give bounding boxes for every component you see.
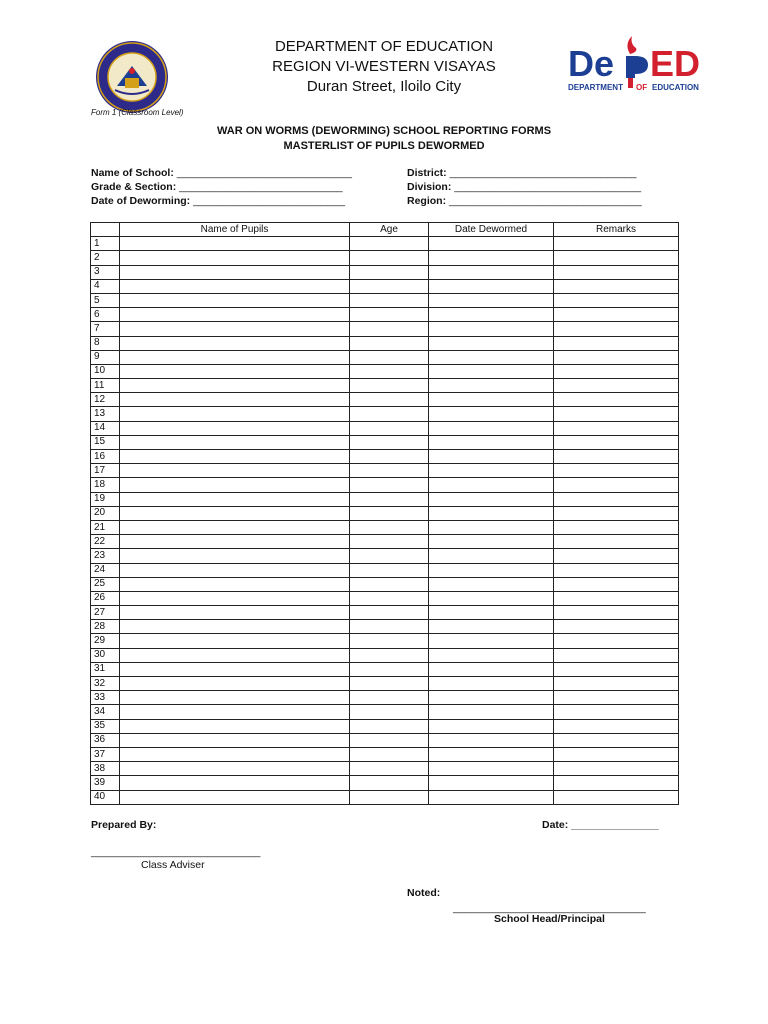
remarks-cell[interactable] — [554, 478, 679, 492]
row-number: 24 — [91, 563, 120, 577]
row-number: 9 — [91, 350, 120, 364]
prepared-by-label: Prepared By: — [91, 819, 157, 831]
table-row — [91, 421, 679, 435]
date-dewormed-cell[interactable] — [429, 279, 554, 293]
header-remarks: Remarks — [554, 223, 679, 237]
logo-tagline-of: OF — [636, 83, 648, 92]
table-row — [91, 492, 679, 506]
age-cell[interactable] — [350, 563, 429, 577]
date-dewormed-cell[interactable] — [429, 648, 554, 662]
date-dewormed-cell[interactable] — [429, 336, 554, 350]
pupil-name-cell[interactable] — [120, 606, 350, 620]
pupil-name-cell[interactable] — [120, 563, 350, 577]
row-number: 1 — [91, 237, 120, 251]
remarks-cell[interactable] — [554, 719, 679, 733]
age-cell[interactable] — [350, 379, 429, 393]
remarks-cell[interactable] — [554, 733, 679, 747]
pupil-name-cell[interactable] — [120, 407, 350, 421]
age-cell[interactable] — [350, 322, 429, 336]
age-cell[interactable] — [350, 691, 429, 705]
header-address: Duran Street, Iloilo City — [306, 78, 462, 95]
table-row — [91, 251, 679, 265]
row-number: 25 — [91, 577, 120, 591]
pupil-name-cell[interactable] — [120, 265, 350, 279]
row-number: 38 — [91, 762, 120, 776]
table-header-row — [91, 223, 679, 237]
table-row — [91, 520, 679, 534]
header-age: Age — [350, 223, 429, 237]
remarks-cell[interactable] — [554, 790, 679, 804]
pupil-name-cell[interactable] — [120, 762, 350, 776]
noted-label: Noted: — [407, 887, 441, 899]
row-number: 19 — [91, 492, 120, 506]
age-cell[interactable] — [350, 464, 429, 478]
table-row — [91, 563, 679, 577]
row-number: 18 — [91, 478, 120, 492]
row-number: 11 — [91, 379, 120, 393]
pupil-name-cell[interactable] — [120, 691, 350, 705]
row-number: 2 — [91, 251, 120, 265]
school-head-principal-label: School Head/Principal — [494, 913, 605, 925]
date-dewormed-cell[interactable] — [429, 705, 554, 719]
table-row — [91, 648, 679, 662]
row-number: 34 — [91, 705, 120, 719]
age-cell[interactable] — [350, 705, 429, 719]
grade-section-blank[interactable]: ____________________________ — [179, 181, 343, 193]
table-row — [91, 620, 679, 634]
remarks-cell[interactable] — [554, 776, 679, 790]
remarks-cell[interactable] — [554, 464, 679, 478]
date-dewormed-cell[interactable] — [429, 350, 554, 364]
table-row — [91, 719, 679, 733]
district-blank[interactable]: ________________________________ — [449, 167, 637, 179]
pupil-name-cell[interactable] — [120, 705, 350, 719]
division-field[interactable] — [407, 181, 641, 193]
table-row — [91, 535, 679, 549]
row-number: 7 — [91, 322, 120, 336]
age-cell[interactable] — [350, 790, 429, 804]
row-number: 6 — [91, 308, 120, 322]
header-name-of-pupils: Name of Pupils — [120, 223, 350, 237]
deworming-date-field[interactable] — [91, 195, 345, 207]
row-number: 13 — [91, 407, 120, 421]
row-number: 26 — [91, 591, 120, 605]
remarks-cell[interactable] — [554, 591, 679, 605]
pupil-name-cell[interactable] — [120, 492, 350, 506]
remarks-cell[interactable] — [554, 450, 679, 464]
school-name-label: Name of School: — [91, 167, 174, 179]
header-department: DEPARTMENT OF EDUCATION — [274, 38, 494, 55]
age-cell[interactable] — [350, 719, 429, 733]
pupil-name-cell[interactable] — [120, 733, 350, 747]
school-name-field[interactable] — [91, 167, 352, 179]
age-cell[interactable] — [350, 237, 429, 251]
date-dewormed-cell[interactable] — [429, 464, 554, 478]
remarks-cell[interactable] — [554, 279, 679, 293]
table-row — [91, 407, 679, 421]
remarks-cell[interactable] — [554, 563, 679, 577]
date-dewormed-cell[interactable] — [429, 237, 554, 251]
table-row — [91, 464, 679, 478]
age-cell[interactable] — [350, 776, 429, 790]
age-cell[interactable] — [350, 648, 429, 662]
table-row — [91, 677, 679, 691]
pupil-name-cell[interactable] — [120, 478, 350, 492]
age-cell[interactable] — [350, 393, 429, 407]
pupil-name-cell[interactable] — [120, 776, 350, 790]
pupil-name-cell[interactable] — [120, 535, 350, 549]
table-row — [91, 237, 679, 251]
date-field[interactable]: Date: _______________ — [542, 819, 659, 831]
age-cell[interactable] — [350, 733, 429, 747]
pupil-name-cell[interactable] — [120, 591, 350, 605]
pupil-name-cell[interactable] — [120, 308, 350, 322]
table-row — [91, 634, 679, 648]
age-cell[interactable] — [350, 265, 429, 279]
date-dewormed-cell[interactable] — [429, 634, 554, 648]
pupil-name-cell[interactable] — [120, 450, 350, 464]
pupil-name-cell[interactable] — [120, 464, 350, 478]
age-cell[interactable] — [350, 520, 429, 534]
header-date-dewormed: Date Dewormed — [429, 223, 554, 237]
remarks-cell[interactable] — [554, 634, 679, 648]
remarks-cell[interactable] — [554, 407, 679, 421]
date-dewormed-cell[interactable] — [429, 535, 554, 549]
age-cell[interactable] — [350, 421, 429, 435]
header-region: REGION VI-WESTERN VISAYAS — [272, 58, 496, 75]
date-dewormed-cell[interactable] — [429, 577, 554, 591]
grade-section-label: Grade & Section: — [91, 181, 177, 193]
age-cell[interactable] — [350, 620, 429, 634]
remarks-cell[interactable] — [554, 606, 679, 620]
row-number: 22 — [91, 535, 120, 549]
date-dewormed-cell[interactable] — [429, 308, 554, 322]
school-name-blank[interactable]: ______________________________ — [176, 167, 352, 179]
table-row — [91, 435, 679, 449]
pupil-name-cell[interactable] — [120, 421, 350, 435]
logo-tagline-right: EDUCATION — [652, 83, 699, 92]
age-cell[interactable] — [350, 435, 429, 449]
date-dewormed-cell[interactable] — [429, 620, 554, 634]
row-number: 12 — [91, 393, 120, 407]
row-number: 36 — [91, 733, 120, 747]
table-row — [91, 733, 679, 747]
table-row — [91, 776, 679, 790]
region-field[interactable] — [407, 195, 642, 207]
date-dewormed-cell[interactable] — [429, 747, 554, 761]
date-dewormed-cell[interactable] — [429, 492, 554, 506]
row-number: 20 — [91, 506, 120, 520]
date-dewormed-cell[interactable] — [429, 790, 554, 804]
pupil-name-cell[interactable] — [120, 506, 350, 520]
pupil-name-cell[interactable] — [120, 648, 350, 662]
remarks-cell[interactable] — [554, 520, 679, 534]
age-cell[interactable] — [350, 450, 429, 464]
table-row — [91, 293, 679, 307]
age-cell[interactable] — [350, 577, 429, 591]
age-cell[interactable] — [350, 364, 429, 378]
pupil-name-cell[interactable] — [120, 677, 350, 691]
remarks-cell[interactable] — [554, 705, 679, 719]
adviser-signature-line[interactable]: _____________________________ — [91, 846, 261, 858]
row-number: 15 — [91, 435, 120, 449]
age-cell[interactable] — [350, 549, 429, 563]
row-number: 40 — [91, 790, 120, 804]
age-cell[interactable] — [350, 293, 429, 307]
remarks-cell[interactable] — [554, 549, 679, 563]
date-dewormed-cell[interactable] — [429, 520, 554, 534]
remarks-cell[interactable] — [554, 435, 679, 449]
pupil-name-cell[interactable] — [120, 520, 350, 534]
table-row — [91, 350, 679, 364]
table-row — [91, 747, 679, 761]
row-number: 35 — [91, 719, 120, 733]
pupil-name-cell[interactable] — [120, 279, 350, 293]
logo-brand-left: De — [568, 43, 615, 84]
table-row — [91, 606, 679, 620]
date-dewormed-cell[interactable] — [429, 776, 554, 790]
remarks-cell[interactable] — [554, 293, 679, 307]
remarks-cell[interactable] — [554, 379, 679, 393]
form-title: WAR ON WORMS (DEWORMING) SCHOOL REPORTING FORMS — [216, 125, 552, 137]
row-number: 29 — [91, 634, 120, 648]
pupil-name-cell[interactable] — [120, 549, 350, 563]
deworming-date-blank[interactable]: __________________________ — [193, 195, 345, 207]
date-dewormed-cell[interactable] — [429, 265, 554, 279]
table-row — [91, 265, 679, 279]
table-row — [91, 577, 679, 591]
age-cell[interactable] — [350, 407, 429, 421]
age-cell[interactable] — [350, 506, 429, 520]
date-dewormed-cell[interactable] — [429, 364, 554, 378]
pupil-name-cell[interactable] — [120, 577, 350, 591]
row-number: 32 — [91, 677, 120, 691]
age-cell[interactable] — [350, 336, 429, 350]
row-number: 30 — [91, 648, 120, 662]
table-row — [91, 662, 679, 676]
form-label: Form 1 (Classroom Level) — [91, 108, 184, 117]
date-dewormed-cell[interactable] — [429, 478, 554, 492]
remarks-cell[interactable] — [554, 747, 679, 761]
row-number: 14 — [91, 421, 120, 435]
date-dewormed-cell[interactable] — [429, 662, 554, 676]
row-number: 3 — [91, 265, 120, 279]
age-cell[interactable] — [350, 747, 429, 761]
date-dewormed-cell[interactable] — [429, 549, 554, 563]
remarks-cell[interactable] — [554, 535, 679, 549]
row-number: 21 — [91, 520, 120, 534]
date-dewormed-cell[interactable] — [429, 407, 554, 421]
pupil-name-cell[interactable] — [120, 364, 350, 378]
pupil-name-cell[interactable] — [120, 350, 350, 364]
table-row — [91, 549, 679, 563]
age-cell[interactable] — [350, 634, 429, 648]
region-label: Region: — [407, 195, 447, 207]
age-cell[interactable] — [350, 492, 429, 506]
table-row — [91, 393, 679, 407]
date-dewormed-cell[interactable] — [429, 293, 554, 307]
remarks-cell[interactable] — [554, 364, 679, 378]
pupil-name-cell[interactable] — [120, 237, 350, 251]
age-cell[interactable] — [350, 535, 429, 549]
age-cell[interactable] — [350, 279, 429, 293]
pupil-name-cell[interactable] — [120, 251, 350, 265]
remarks-cell[interactable] — [554, 421, 679, 435]
row-number: 39 — [91, 776, 120, 790]
deworming-date-label: Date of Deworming: — [91, 195, 191, 207]
age-cell[interactable] — [350, 478, 429, 492]
remarks-cell[interactable] — [554, 691, 679, 705]
table-row — [91, 790, 679, 804]
age-cell[interactable] — [350, 606, 429, 620]
district-label: District: — [407, 167, 447, 179]
header-number — [91, 223, 120, 237]
date-dewormed-cell[interactable] — [429, 393, 554, 407]
age-cell[interactable] — [350, 662, 429, 676]
table-row — [91, 308, 679, 322]
logo-brand-right: ED — [650, 43, 701, 84]
department-of-education-seal-icon — [95, 40, 169, 114]
region-blank[interactable]: _________________________________ — [449, 195, 642, 207]
date-dewormed-cell[interactable] — [429, 591, 554, 605]
row-number: 23 — [91, 549, 120, 563]
pupil-name-cell[interactable] — [120, 747, 350, 761]
age-cell[interactable] — [350, 350, 429, 364]
date-dewormed-cell[interactable] — [429, 563, 554, 577]
pupil-name-cell[interactable] — [120, 336, 350, 350]
row-number: 5 — [91, 293, 120, 307]
remarks-cell[interactable] — [554, 506, 679, 520]
row-number: 27 — [91, 606, 120, 620]
remarks-cell[interactable] — [554, 648, 679, 662]
date-dewormed-cell[interactable] — [429, 251, 554, 265]
remarks-cell[interactable] — [554, 350, 679, 364]
row-number: 4 — [91, 279, 120, 293]
row-number: 17 — [91, 464, 120, 478]
row-number: 37 — [91, 747, 120, 761]
date-dewormed-cell[interactable] — [429, 606, 554, 620]
remarks-cell[interactable] — [554, 322, 679, 336]
division-blank[interactable]: ________________________________ — [454, 181, 642, 193]
remarks-cell[interactable] — [554, 662, 679, 676]
date-dewormed-cell[interactable] — [429, 677, 554, 691]
table-row — [91, 336, 679, 350]
date-dewormed-cell[interactable] — [429, 691, 554, 705]
remarks-cell[interactable] — [554, 762, 679, 776]
date-dewormed-cell[interactable] — [429, 450, 554, 464]
pupil-name-cell[interactable] — [120, 790, 350, 804]
table-row — [91, 691, 679, 705]
remarks-cell[interactable] — [554, 265, 679, 279]
pupil-name-cell[interactable] — [120, 620, 350, 634]
row-number: 31 — [91, 662, 120, 676]
remarks-cell[interactable] — [554, 308, 679, 322]
table-row — [91, 705, 679, 719]
age-cell[interactable] — [350, 308, 429, 322]
remarks-cell[interactable] — [554, 237, 679, 251]
remarks-cell[interactable] — [554, 251, 679, 265]
pupil-name-cell[interactable] — [120, 379, 350, 393]
date-dewormed-cell[interactable] — [429, 733, 554, 747]
date-dewormed-cell[interactable] — [429, 435, 554, 449]
logo-tagline-left: DEPARTMENT — [568, 83, 623, 92]
row-number: 10 — [91, 364, 120, 378]
pupil-name-cell[interactable] — [120, 393, 350, 407]
district-field[interactable] — [407, 167, 636, 179]
date-dewormed-cell[interactable] — [429, 719, 554, 733]
age-cell[interactable] — [350, 251, 429, 265]
form-subtitle: MASTERLIST OF PUPILS DEWORMED — [283, 140, 485, 152]
row-number: 33 — [91, 691, 120, 705]
pupil-name-cell[interactable] — [120, 293, 350, 307]
class-adviser-label: Class Adviser — [141, 859, 205, 871]
date-dewormed-cell[interactable] — [429, 379, 554, 393]
remarks-cell[interactable] — [554, 677, 679, 691]
pupil-name-cell[interactable] — [120, 719, 350, 733]
date-dewormed-cell[interactable] — [429, 506, 554, 520]
table-row — [91, 379, 679, 393]
age-cell[interactable] — [350, 762, 429, 776]
row-number: 16 — [91, 450, 120, 464]
division-label: Division: — [407, 181, 452, 193]
row-number: 28 — [91, 620, 120, 634]
age-cell[interactable] — [350, 677, 429, 691]
remarks-cell[interactable] — [554, 492, 679, 506]
remarks-cell[interactable] — [554, 393, 679, 407]
table-row — [91, 506, 679, 520]
table-row — [91, 364, 679, 378]
table-row — [91, 279, 679, 293]
pupil-name-cell[interactable] — [120, 662, 350, 676]
table-row — [91, 478, 679, 492]
date-dewormed-cell[interactable] — [429, 322, 554, 336]
table-row — [91, 322, 679, 336]
torch-icon — [626, 36, 648, 88]
table-row — [91, 450, 679, 464]
row-number: 8 — [91, 336, 120, 350]
date-dewormed-cell[interactable] — [429, 421, 554, 435]
pupil-name-cell[interactable] — [120, 322, 350, 336]
remarks-cell[interactable] — [554, 620, 679, 634]
age-cell[interactable] — [350, 591, 429, 605]
grade-section-field[interactable] — [91, 181, 343, 193]
remarks-cell[interactable] — [554, 336, 679, 350]
pupil-name-cell[interactable] — [120, 435, 350, 449]
table-row — [91, 762, 679, 776]
deped-logo-icon — [566, 34, 716, 94]
pupil-name-cell[interactable] — [120, 634, 350, 648]
remarks-cell[interactable] — [554, 577, 679, 591]
date-dewormed-cell[interactable] — [429, 762, 554, 776]
table-row — [91, 591, 679, 605]
principal-signature-line[interactable]: _________________________________ — [453, 902, 646, 914]
pupils-masterlist-table — [90, 222, 679, 805]
